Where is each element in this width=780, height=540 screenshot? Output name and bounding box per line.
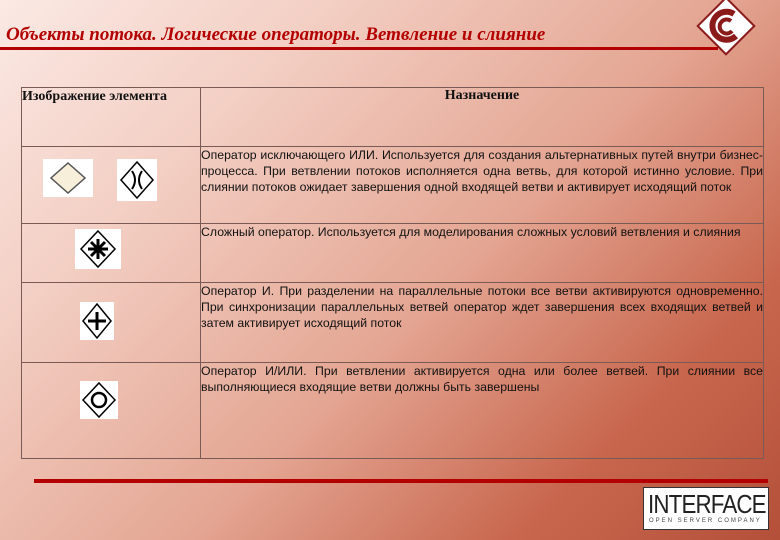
parallel-gateway-icon bbox=[80, 302, 114, 340]
exclusive-gateway-x-icon bbox=[117, 159, 157, 201]
row-description: Оператор исключающего ИЛИ. Используется для создания альтернативных путей внутри бизнес-процесса. При ветвлении потоков исполняется одна ветвь, для которой истинно условие. При слиянии потоков ожидает завершения одной входящей ветви и активирует исходящий поток bbox=[201, 147, 764, 224]
icon-cell bbox=[22, 363, 201, 459]
company-logo-icon bbox=[694, 0, 756, 62]
table-row bbox=[22, 283, 764, 363]
footer-divider bbox=[34, 479, 768, 483]
inclusive-gateway-icon bbox=[80, 381, 118, 419]
table-row bbox=[22, 147, 764, 224]
row-description: Оператор И/ИЛИ. При ветвлении активируется одна или более ветвей. При слиянии все выполняющиеся входящие ветви должны быть завершены bbox=[201, 363, 764, 459]
title-underline bbox=[0, 47, 718, 50]
slide-title: Объекты потока. Логические операторы. Ветвление и слияние bbox=[6, 24, 546, 45]
operators-table bbox=[21, 87, 764, 459]
interface-logo bbox=[643, 487, 769, 530]
icon-cell bbox=[22, 224, 201, 283]
row-description: Оператор И. При разделении на параллельные потоки все ветви активируются одновременно. При синхронизации параллельных ветвей оператор ждет завершения всех входящих ветвей и затем активирует исходящий поток bbox=[201, 283, 764, 363]
header-purpose: Назначение bbox=[201, 88, 764, 147]
table-row bbox=[22, 363, 764, 459]
brand-tagline: OPEN SERVER COMPANY bbox=[649, 518, 762, 524]
header-image: Изображение элемента bbox=[22, 88, 201, 147]
table-row bbox=[22, 224, 764, 283]
table-header-row bbox=[22, 88, 764, 147]
complex-gateway-icon bbox=[75, 229, 121, 269]
exclusive-gateway-empty-icon bbox=[43, 159, 93, 197]
icon-cell bbox=[22, 147, 201, 224]
brand-name: INTERFACE bbox=[648, 489, 766, 519]
row-description: Сложный оператор. Используется для моделирования сложных условий ветвления и слияния bbox=[201, 224, 764, 283]
icon-cell bbox=[22, 283, 201, 363]
